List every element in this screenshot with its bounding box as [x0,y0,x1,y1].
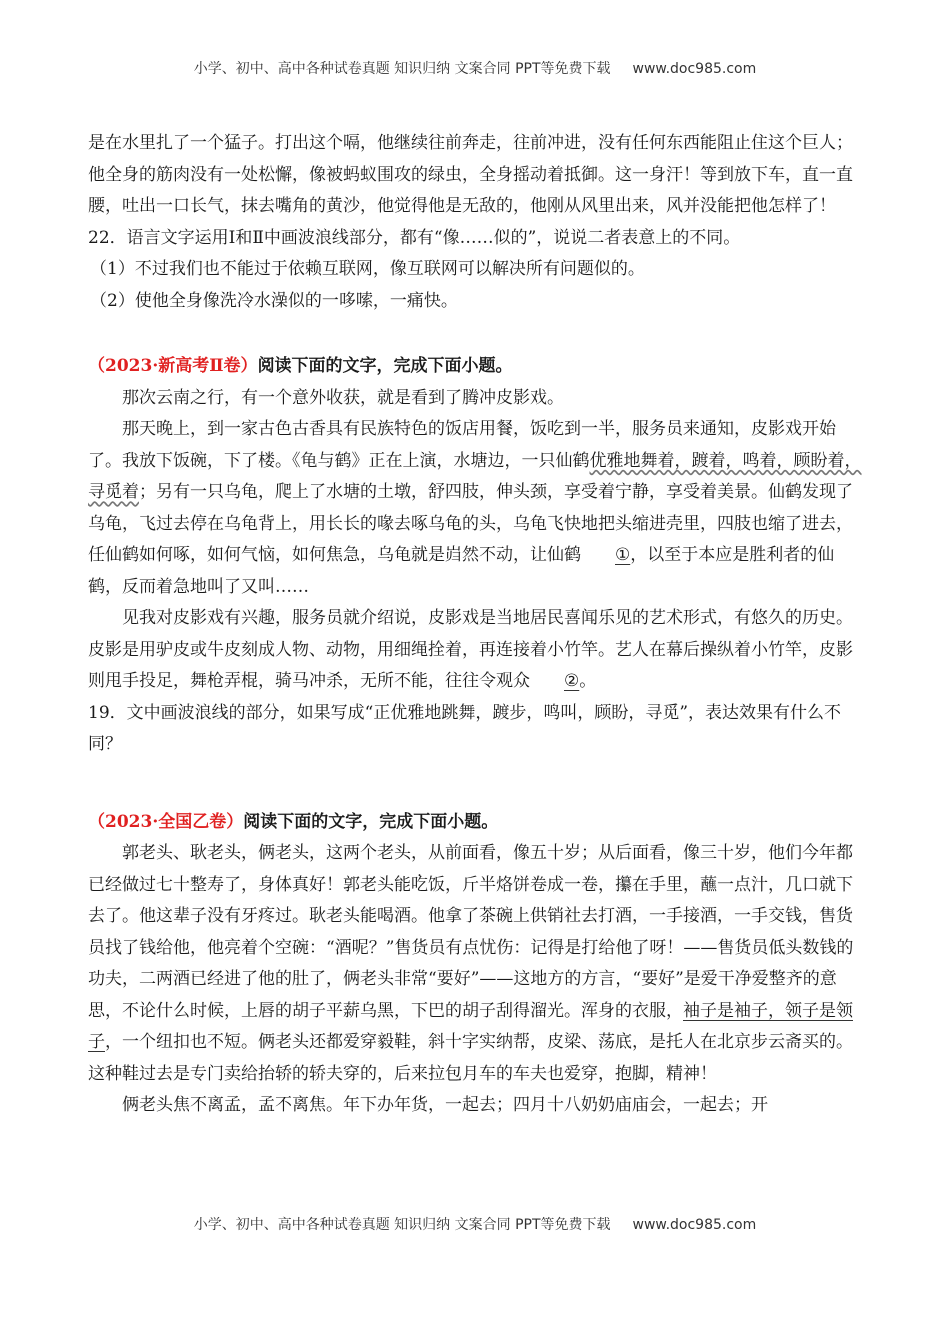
question-22-item-2: （2）使他全身像洗冷水澡似的一哆嗦，一痛快。 [90,290,458,311]
passage-text: 那天晚上，到一家古色古香具有民族特色的饭店用餐，饭吃到一半，服务员来通知，皮影戏开始了。我放下饭碗，下了楼。《龟与鹤》正在上演，水塘边，一只仙鹤 [88,419,836,471]
passage-text: 见我对皮影戏有兴趣，服务员就介绍说，皮影戏是当地居民喜闻乐见的艺术形式，有悠久的历史。皮影是用驴皮或牛皮刻成人物、动物，用细绳拴着，再连接着小竹竿。艺人在幕后操纵着小竹竿，皮影则甩手投足，舞枪弄棍，骑马冲杀，无所不能，往往令观众 [88,608,853,691]
section-3-source: （2023·全国乙卷） [88,811,244,832]
header-text: 小学、初中、高中各种试卷真题 知识归纳 文案合同 PPT等免费下载 [193,61,611,77]
section-2-instruction: 阅读下面的文字，完成下面小题。 [257,356,513,376]
intro-paragraph: 是在水里扎了一个猛子。打出这个嗝，他继续往前奔走，往前冲进，没有任何东西能阻止住这个巨人；他全身的筋肉没有一处松懈，像被蚂蚁围攻的绿虫，全身摇动着抵御。这一身汗！等到放下车，直一直腰，吐出一口长气，抹去嘴角的黄沙，他觉得他是无敌的，他刚从风里出来，风并没能把他怎样了！ [88,133,853,216]
section-2-paragraph-1: 那次云南之行，有一个意外收获，就是看到了腾冲皮影戏。 [122,387,564,408]
passage-text: 。 [579,671,597,691]
document-body [88,128,864,1122]
question-22-item-1: （1）不过我们也不能过于依赖互联网，像互联网可以解决所有问题似的。 [90,259,645,279]
blank-1: ① [615,545,631,565]
underlined-text: 袖子是袖子，领子是领子 [88,1000,853,1052]
section-3-paragraph-1 [88,838,864,1090]
header-site-link[interactable]: www.doc985.com [632,61,757,77]
question-19: 19．文中画波浪线的部分，如果写成“正优雅地跳舞，踱步，鸣叫，顾盼，寻觅”，表达效果有什么不同？ [88,702,842,754]
footer-site-link[interactable]: www.doc985.com [632,1217,757,1233]
passage-text: ；另有一只乌龟，爬上了水塘的土墩，舒四肢，伸头颈，享受着宁静，享受着美景。仙鹤发现了乌龟，飞过去停在乌龟背上，用长长的喙去啄乌龟的头，乌龟飞快地把头缩进壳里，四肢也缩了进去，任仙鹤如何啄，如何气恼，如何焦急，乌龟就是岿然不动，让仙鹤 [88,482,853,565]
blank-2: ② [564,671,580,691]
section-3-heading [88,807,864,839]
section-2-paragraph-3 [88,603,864,698]
dotted-emphasis: 能 [394,874,411,895]
footer-text: 小学、初中、高中各种试卷真题 知识归纳 文案合同 PPT等免费下载 [193,1217,611,1233]
section-3-paragraph-2: 俩老头焦不离孟，孟不离焦。年下办年货，一起去；四月十八奶奶庙庙会，一起去；开 [122,1095,768,1115]
section-2-paragraph-2 [88,414,864,603]
passage-text: 郭老头、耿老头，俩老头，这两个老头，从前面看，像五十岁；从后面看，像三十岁，他们今年都已经做过七十整寿了，身体真好！郭老头 [88,843,853,895]
section-2-heading [88,351,864,383]
page-footer [0,1214,950,1234]
passage-text: 吃饭，斤半烙饼卷成一卷，攥在手里，蘸一点汁，几口就下去了。他这辈子没有牙疼过。耿老头能喝酒。他拿了茶碗上供销社去打酒，一手接酒，一手交钱，售货员找了钱给他，他亮着个空碗：“酒呢？”售货员有点忧伤：记得是打给他了呀！——售货员低头数钱的功夫，二两酒已经进了他的肚了，俩老头非常“要好”——这地方的方言，“要好”是爱干净爱整齐的意思，不论什么时候，上唇的胡子平薪乌黑，下巴的胡子刮得溜光。浑身的衣服， [88,874,854,1021]
wavy-underlined-text: 优雅地舞着，踱着，鸣着，顾盼着，寻觅着 [88,450,862,502]
page-header [0,58,950,78]
passage-text: ，以至于本应是胜利者的仙鹤，反而着急地叫了又叫…… [88,545,835,597]
section-3-instruction: 阅读下面的文字，完成下面小题。 [243,811,499,832]
passage-text: ，一个纽扣也不短。俩老头还都爱穿毅鞋，斜十字实纳帮，皮梁、荡底，是托人在北京步云斋买的。这种鞋过去是专门卖给抬轿的轿夫穿的，后来拉包月车的车夫也爱穿，抱脚，精神！ [88,1032,853,1084]
question-22: 22．语言文字运用Ⅰ和Ⅱ中画波浪线部分，都有“像……似的”，说说二者表意上的不同。 [88,227,741,248]
section-2-source: （2023·新高考Ⅱ卷） [88,356,258,376]
